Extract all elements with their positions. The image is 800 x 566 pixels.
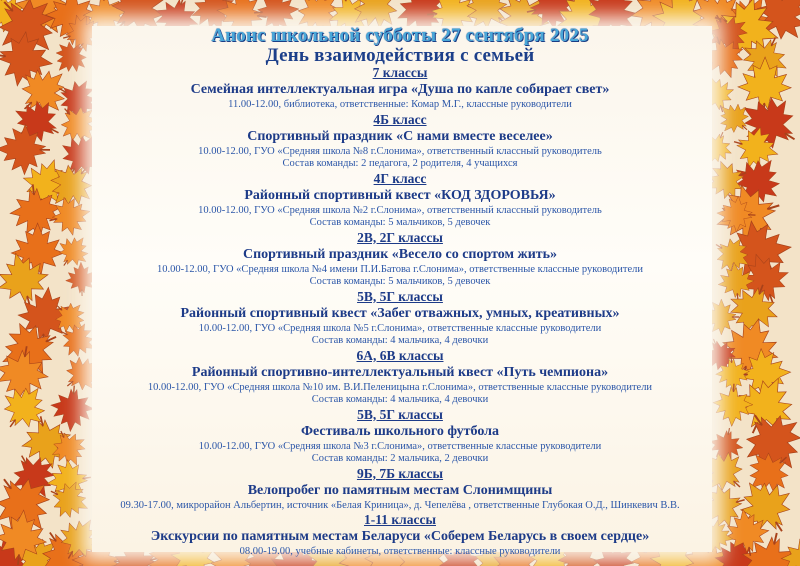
- event-group: 4Г класс: [373, 170, 427, 186]
- event-block: [0, 112, 800, 171]
- events-list: [0, 65, 800, 559]
- event-detail: 10.00-12.00, ГУО «Средняя школа №4 имени П.И.Батова г.Слонима», ответственные классные руководители: [157, 263, 643, 275]
- event-detail: 08.00-19.00, учебные кабинеты, ответственные: классные руководители: [239, 546, 561, 557]
- event-name: Экскурсии по памятным местам Беларуси «Соберем Беларусь в своем сердце»: [150, 529, 650, 544]
- announcement-title: Анонс школьной субботы 27 сентября 2025: [211, 25, 589, 46]
- event-detail: 09.30-17.00, микрорайон Альбертин, источник «Белая Криница», д. Чепелёва , ответственные Глубокая О.Д., Шинкевич В.В.: [120, 499, 680, 511]
- event-detail: Состав команды: 2 педагога, 2 родителя, 4 учащихся: [282, 158, 518, 169]
- announcement-content: [0, 26, 800, 559]
- event-name: Спортивный праздник «С нами вместе веселее»: [247, 128, 553, 144]
- event-block: [0, 466, 800, 513]
- event-detail: 10.00-12.00, ГУО «Средняя школа №8 г.Слонима», ответственный классный руководитель: [198, 145, 602, 157]
- event-detail: Состав команды: 4 мальчика, 4 девочки: [311, 335, 489, 346]
- event-detail: Состав команды: 5 мальчиков, 5 девочек: [309, 276, 491, 287]
- event-detail: Состав команды: 2 мальчика, 2 девочки: [311, 453, 489, 464]
- announcement-subtitle: День взаимодействия с семьей: [265, 45, 535, 66]
- event-detail: 10.00-12.00, ГУО «Средняя школа №3 г.Слонима», ответственные классные руководители: [198, 440, 602, 452]
- event-group: 5В, 5Г классы: [357, 406, 443, 422]
- event-name: Районный спортивно-интеллектуальный квест «Путь чемпиона»: [191, 364, 609, 380]
- event-block: [0, 65, 800, 112]
- event-name: Велопробег по памятным местам Слонимщины: [247, 482, 553, 498]
- event-block: [0, 289, 800, 348]
- event-group: 6А, 6В классы: [356, 347, 444, 363]
- event-name: Семейная интеллектуальная игра «Душа по капле собирает свет»: [190, 82, 610, 97]
- event-detail: 11.00-12.00, библиотека, ответственные: Комар М.Г., классные руководители: [228, 99, 572, 110]
- event-block: [0, 230, 800, 289]
- event-group: 4Б класс: [373, 111, 427, 127]
- event-block: [0, 512, 800, 559]
- event-group: 2В, 2Г классы: [357, 229, 443, 245]
- event-block: [0, 407, 800, 466]
- event-group: 1-11 классы: [363, 512, 436, 527]
- event-group: 7 классы: [372, 65, 428, 80]
- event-detail: 10.00-12.00, ГУО «Средняя школа №2 г.Слонима», ответственный классный руководитель: [198, 204, 602, 216]
- event-name: Спортивный праздник «Весело со спортом жить»: [242, 246, 558, 262]
- event-detail: 10.00-12.00, ГУО «Средняя школа №10 им. В.И.Пеленицына г.Слонима», ответственные классные руководители: [147, 381, 653, 393]
- event-detail: Состав команды: 4 мальчика, 4 девочки: [311, 394, 489, 405]
- event-group: 9Б, 7Б классы: [356, 465, 444, 481]
- event-name: Районный спортивный квест «Забег отважных, умных, креативных»: [180, 305, 620, 321]
- event-detail: Состав команды: 5 мальчиков, 5 девочек: [309, 217, 491, 228]
- event-block: [0, 348, 800, 407]
- event-group: 5В, 5Г классы: [357, 288, 443, 304]
- event-name: Фестиваль школьного футбола: [300, 423, 500, 439]
- event-detail: 10.00-12.00, ГУО «Средняя школа №5 г.Слонима», ответственные классные руководители: [198, 322, 602, 334]
- event-block: [0, 171, 800, 230]
- event-name: Районный спортивный квест «КОД ЗДОРОВЬЯ»: [244, 187, 556, 203]
